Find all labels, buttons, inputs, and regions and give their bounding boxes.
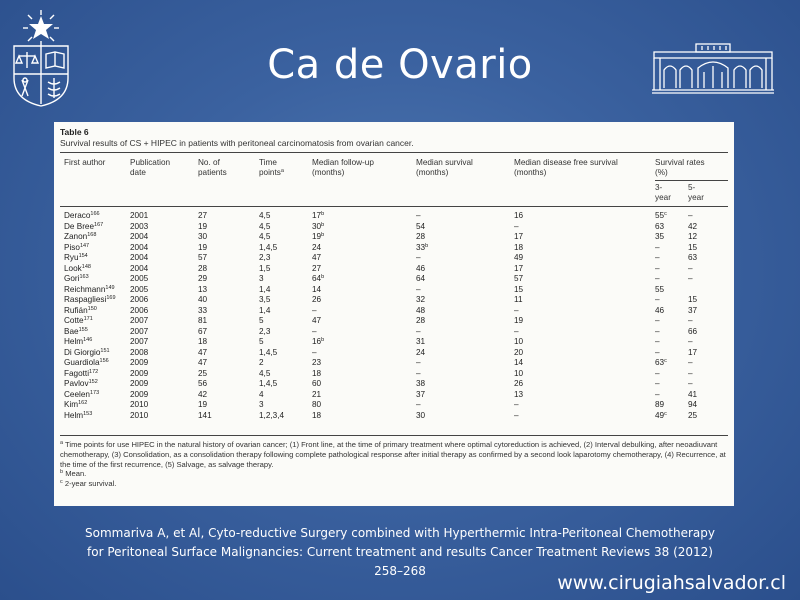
cell-fu-superscript: b <box>321 211 325 217</box>
table-row <box>54 222 734 233</box>
table-body <box>54 211 734 421</box>
cell-tp: 4,5 <box>259 221 271 231</box>
cell-tp: 1,2,3,4 <box>259 410 285 420</box>
cell-n: 67 <box>198 326 208 336</box>
cell-n: 27 <box>198 211 208 220</box>
cell-n: 19 <box>198 400 208 409</box>
cell-dfs: 26 <box>514 379 524 388</box>
cell-dfs: 19 <box>514 316 524 325</box>
citation-line: for Peritoneal Surface Malignancies: Current treatment and results Cancer Treatment Reviews 38 (2012) <box>87 545 713 559</box>
header-time-points: Time points$^a$ <box>259 158 284 177</box>
table-label: Table 6 <box>60 127 89 137</box>
cell-r5: – <box>688 316 693 325</box>
cell-author: Helm$^{146}$ <box>64 337 93 346</box>
cell-n: 13 <box>198 284 208 294</box>
cell-dfs: 17 <box>514 263 524 273</box>
cell-year: 2007 <box>130 337 149 346</box>
cell-author: Ceelen$^{173}$ <box>64 389 100 399</box>
cell-year: 2008 <box>130 347 149 357</box>
cell-author: Piso$^{147}$ <box>64 242 90 252</box>
table-row <box>54 316 734 327</box>
cell-author-superscript: 166 <box>90 211 100 217</box>
cell-tp: 2,3 <box>259 253 271 262</box>
cell-author-superscript: 167 <box>94 221 104 228</box>
cell-ms: 37 <box>416 389 426 399</box>
table-row <box>54 253 734 264</box>
cell-year: 2001 <box>130 211 149 220</box>
cell-ms: 46 <box>416 263 426 273</box>
cell-ms: 64 <box>416 274 426 283</box>
cell-author: Helm$^{153}$ <box>64 410 93 420</box>
header-5-year: 5- year <box>688 183 704 202</box>
cell-ms: 32 <box>416 295 426 304</box>
cell-r3: 49$^c$ <box>655 410 667 420</box>
cell-year: 2004 <box>130 263 149 273</box>
cell-r5: 66 <box>688 326 698 336</box>
cell-r5: 15 <box>688 295 698 304</box>
cell-r5: 63 <box>688 253 698 262</box>
cell-r5: 25 <box>688 410 698 420</box>
cell-year: 2009 <box>130 358 149 367</box>
cell-ms: – <box>416 211 421 220</box>
table-row <box>54 390 734 401</box>
cell-fu-superscript: b <box>321 337 325 343</box>
cell-dfs: 15 <box>514 284 524 294</box>
cell-r5: 12 <box>688 232 698 241</box>
cell-ms: – <box>416 284 421 294</box>
cell-ms: 31 <box>416 337 426 346</box>
header-no-patients: No. of patients <box>198 158 227 177</box>
cell-tp: 1,4 <box>259 284 271 294</box>
cell-r3: 35 <box>655 232 665 241</box>
cell-author-superscript: 148 <box>81 263 91 270</box>
table-header-rule <box>60 206 728 207</box>
cell-year: 2004 <box>130 232 149 241</box>
cell-r3-superscript: c <box>664 358 667 364</box>
cell-n: 47 <box>198 347 208 357</box>
cell-tp: 1,4,5 <box>259 379 278 388</box>
table-row <box>54 232 734 243</box>
cell-author: Reichmann$^{149}$ <box>64 284 115 294</box>
table-row <box>54 400 734 411</box>
cell-author-superscript: 169 <box>106 295 116 301</box>
survival-rates-subrule <box>655 180 728 181</box>
cell-r3: 55$^c$ <box>655 211 667 220</box>
cell-r3: – <box>655 274 660 283</box>
cell-author-superscript: 151 <box>100 347 110 354</box>
cell-r5: – <box>688 211 693 220</box>
header-median-dfs: Median disease free survival (months) <box>514 158 618 177</box>
cell-n: 47 <box>198 358 208 367</box>
cell-ms: 28 <box>416 316 426 325</box>
cell-author: Kim$^{162}$ <box>64 400 88 409</box>
cell-year: 2004 <box>130 242 149 252</box>
cell-fu: 18 <box>312 368 322 378</box>
cell-ms: – <box>416 326 421 336</box>
cell-fu: – <box>312 305 317 315</box>
cell-year: 2005 <box>130 274 149 283</box>
header-median-follow-up: Median follow-up (months) <box>312 158 374 177</box>
cell-r5: 94 <box>688 400 698 409</box>
cell-ms-superscript: b <box>425 242 429 249</box>
cell-n: 33 <box>198 305 208 315</box>
table-row <box>54 211 734 222</box>
cell-r5: 42 <box>688 221 698 231</box>
cell-author: Zanon$^{168}$ <box>64 232 97 241</box>
cell-ms: – <box>416 368 421 378</box>
cell-fu: 47 <box>312 253 322 262</box>
cell-fu: 17$^b$ <box>312 211 325 220</box>
cell-year: 2006 <box>130 295 149 304</box>
cell-author: Fagotti$^{172}$ <box>64 368 99 378</box>
cell-author-superscript: 172 <box>89 368 99 375</box>
cell-ms: 24 <box>416 347 426 357</box>
cell-fu: 14 <box>312 284 322 294</box>
footnote-text: 2-year survival. <box>64 479 117 489</box>
cell-ms: 38 <box>416 379 426 388</box>
cell-r5: – <box>688 337 693 346</box>
cell-n: 19 <box>198 242 208 252</box>
cell-dfs: 20 <box>514 347 524 357</box>
cell-fu: 80 <box>312 400 322 409</box>
cell-year: 2004 <box>130 253 149 262</box>
cell-author-superscript: 168 <box>87 232 97 238</box>
cell-r3: 63 <box>655 221 665 231</box>
header-first-author: First author <box>64 158 106 167</box>
cell-ms: – <box>416 253 421 262</box>
cell-ms: 48 <box>416 305 426 315</box>
cell-year: 2007 <box>130 316 149 325</box>
cell-tp: 1,4 <box>259 305 271 315</box>
cell-r3: 89 <box>655 400 665 409</box>
cell-n: 141 <box>198 410 212 420</box>
table-row <box>54 295 734 306</box>
table-top-rule <box>60 152 728 153</box>
cell-n: 81 <box>198 316 208 325</box>
header-survival-rates: Survival rates (%) <box>655 158 705 177</box>
cell-tp: 5 <box>259 316 264 325</box>
cell-dfs: – <box>514 305 519 315</box>
cell-r3: – <box>655 326 660 336</box>
cell-dfs: 17 <box>514 232 524 241</box>
cell-author-superscript: 156 <box>99 358 109 364</box>
cell-year: 2003 <box>130 221 149 231</box>
cell-r5: 41 <box>688 389 698 399</box>
cell-r3-superscript: c <box>664 211 667 217</box>
cell-r3: – <box>655 337 660 346</box>
cell-dfs: – <box>514 326 519 336</box>
cell-n: 42 <box>198 389 208 399</box>
cell-year: 2006 <box>130 305 149 315</box>
cell-author: Look$^{148}$ <box>64 263 91 273</box>
cell-fu: 26 <box>312 295 322 304</box>
cell-author-superscript: 171 <box>83 316 93 322</box>
cell-r3-superscript: c <box>664 410 667 417</box>
cell-tp: 1,4,5 <box>259 347 278 357</box>
cell-tp: 5 <box>259 337 264 346</box>
website-url: www.cirugiahsalvador.cl <box>557 572 786 594</box>
table-footnotes <box>60 440 728 489</box>
cell-n: 28 <box>198 263 208 273</box>
cell-tp: 3 <box>259 274 264 283</box>
cell-author: Rufián$^{150}$ <box>64 305 97 315</box>
cell-r3: – <box>655 295 660 304</box>
cell-author: Di Giorgio$^{151}$ <box>64 347 110 357</box>
cell-author: Raspagliesi$^{169}$ <box>64 295 116 304</box>
cell-n: 25 <box>198 368 208 378</box>
table-bottom-rule <box>60 435 728 436</box>
table-row <box>54 264 734 275</box>
cell-fu-superscript: b <box>321 221 325 228</box>
cell-r3: 63$^c$ <box>655 358 667 367</box>
cell-fu: – <box>312 326 317 336</box>
cell-fu: 60 <box>312 379 322 388</box>
cell-n: 56 <box>198 379 208 388</box>
cell-ms: 54 <box>416 221 426 231</box>
cell-author-superscript: 162 <box>78 400 88 406</box>
slide-title: Ca de Ovario <box>267 42 533 88</box>
header-3-year: 3- year <box>655 183 671 202</box>
cell-r3: – <box>655 368 660 378</box>
cell-author-superscript: 153 <box>83 410 93 417</box>
cell-tp: 4,5 <box>259 211 271 220</box>
cell-n: 29 <box>198 274 208 283</box>
cell-year: 2009 <box>130 389 149 399</box>
cell-tp: 2 <box>259 358 264 367</box>
cell-dfs: – <box>514 221 519 231</box>
cell-r3: – <box>655 242 660 252</box>
cell-dfs: 57 <box>514 274 524 283</box>
cell-author-superscript: 150 <box>87 305 97 312</box>
cell-tp: 4 <box>259 389 264 399</box>
cell-r5: – <box>688 263 693 273</box>
cell-author: De Bree$^{167}$ <box>64 221 104 231</box>
table-row <box>54 411 734 422</box>
table-panel <box>54 122 734 506</box>
cell-r5: – <box>688 358 693 367</box>
cell-r3: – <box>655 316 660 325</box>
cell-year: 2007 <box>130 326 149 336</box>
cell-author: Gori$^{163}$ <box>64 274 89 283</box>
table-row <box>54 369 734 380</box>
cell-fu-superscript: b <box>321 232 325 238</box>
cell-tp: 3 <box>259 400 264 409</box>
cell-ms: 30 <box>416 410 426 420</box>
footnote-text: Time points for use HIPEC in the natural history of ovarian cancer; (1) Front line, at the time of primary treatment where optimal cytoreduction is achieved, (2) Interval debulking, after neoadiuvant chemotherapy, (3) Consolidation, as a consolidation therapy following complete pathological response after initial therapy as confirmed by a second look laparotomy chemotherapy, (4) Recurrence, at the time of the first recurrence, (5) Salvage, as salvage therapy. <box>60 440 726 469</box>
cell-tp: 4,5 <box>259 368 271 378</box>
cell-author: Bae$^{155}$ <box>64 326 88 336</box>
table-row <box>54 243 734 254</box>
header-median-survival: Median survival (months) <box>416 158 473 177</box>
table-row <box>54 285 734 296</box>
cell-ms: – <box>416 400 421 409</box>
cell-r5: – <box>688 379 693 388</box>
cell-dfs: – <box>514 410 519 420</box>
cell-n: 40 <box>198 295 208 304</box>
cell-dfs: 49 <box>514 253 524 262</box>
cell-fu: 64$^b$ <box>312 274 325 283</box>
cell-n: 57 <box>198 253 208 262</box>
footnote-mark: b <box>60 469 64 476</box>
cell-fu-superscript: b <box>321 274 325 280</box>
cell-ms: 33$^b$ <box>416 242 429 252</box>
cell-dfs: 18 <box>514 242 524 252</box>
cell-r5: 17 <box>688 347 698 357</box>
cell-tp: 4,5 <box>259 232 271 241</box>
cell-year: 2010 <box>130 400 149 409</box>
cell-fu: 24 <box>312 242 322 252</box>
cell-author-superscript: 146 <box>83 337 93 343</box>
cell-author-superscript: 173 <box>89 389 100 396</box>
table-row <box>54 379 734 390</box>
cell-r3: – <box>655 263 660 273</box>
cell-fu: 19$^b$ <box>312 232 325 241</box>
table-caption: Survival results of CS + HIPEC in patients with peritoneal carcinomatosis from ovarian cancer. <box>60 138 414 148</box>
cell-r5: 37 <box>688 305 698 315</box>
cell-fu: 21 <box>312 389 322 399</box>
cell-dfs: 11 <box>514 295 523 304</box>
cell-author-superscript: 147 <box>79 242 90 249</box>
cell-r3: 46 <box>655 305 665 315</box>
cell-fu: 47 <box>312 316 322 325</box>
cell-author: Pavlov$^{152}$ <box>64 379 98 388</box>
cell-ms: – <box>416 358 421 367</box>
cell-ms: 28 <box>416 232 426 241</box>
cell-r5: – <box>688 368 693 378</box>
cell-dfs: 10 <box>514 337 524 346</box>
cell-dfs: 13 <box>514 389 524 399</box>
cell-year: 2009 <box>130 379 149 388</box>
cell-tp: 1,4,5 <box>259 242 278 252</box>
header-publication-date: Publication date <box>130 158 171 177</box>
cell-dfs: 10 <box>514 368 524 378</box>
cell-n: 18 <box>198 337 208 346</box>
cell-r3: – <box>655 379 660 388</box>
cell-fu: 16$^b$ <box>312 337 325 346</box>
cell-fu: 27 <box>312 263 322 273</box>
table-row <box>54 358 734 369</box>
cell-tp: 3,5 <box>259 295 271 304</box>
cell-year: 2005 <box>130 284 149 294</box>
cell-dfs: – <box>514 400 519 409</box>
cell-r5: 15 <box>688 242 698 252</box>
cell-r3: – <box>655 389 660 399</box>
cell-tp: 1,5 <box>259 263 271 273</box>
cell-dfs: 14 <box>514 358 524 367</box>
footnote <box>60 479 728 489</box>
cell-author-superscript: 152 <box>88 379 98 385</box>
cell-year: 2010 <box>130 410 149 420</box>
table-row <box>54 348 734 359</box>
cell-n: 19 <box>198 221 208 231</box>
cell-r5: – <box>688 274 693 283</box>
cell-author-superscript: 149 <box>105 284 115 291</box>
citation-line: 258–268 <box>374 564 426 578</box>
footnote-mark: c <box>60 479 63 486</box>
table-row <box>54 274 734 285</box>
cell-fu: – <box>312 347 317 357</box>
cell-author-superscript: 154 <box>78 253 88 259</box>
cell-fu: 30$^b$ <box>312 221 325 231</box>
cell-author: Ryu$^{154}$ <box>64 253 88 262</box>
cell-fu: 23 <box>312 358 322 367</box>
cell-fu: 18 <box>312 410 322 420</box>
table-row <box>54 327 734 338</box>
footnote <box>60 469 728 479</box>
footnote-text: Mean. <box>65 469 87 479</box>
footnote <box>60 440 728 469</box>
cell-r3: – <box>655 347 660 357</box>
cell-author: Guardiola$^{156}$ <box>64 358 109 367</box>
citation-line: Sommariva A, et Al, Cyto-reductive Surgery combined with Hyperthermic Intra-Peritoneal Chemotherapy <box>85 526 715 540</box>
cell-tp: 2,3 <box>259 326 271 336</box>
cell-year: 2009 <box>130 368 149 378</box>
cell-author: Deraco$^{166}$ <box>64 211 100 220</box>
cell-author-superscript: 163 <box>79 274 89 280</box>
cell-n: 30 <box>198 232 208 241</box>
footnote-mark: a <box>60 440 64 446</box>
cell-author: Cotte$^{171}$ <box>64 316 93 325</box>
cell-dfs: 16 <box>514 211 524 220</box>
cell-author-superscript: 155 <box>78 326 88 333</box>
table-row <box>54 337 734 348</box>
table-row <box>54 306 734 317</box>
cell-r3: – <box>655 253 660 262</box>
cell-r3: 55 <box>655 284 665 294</box>
